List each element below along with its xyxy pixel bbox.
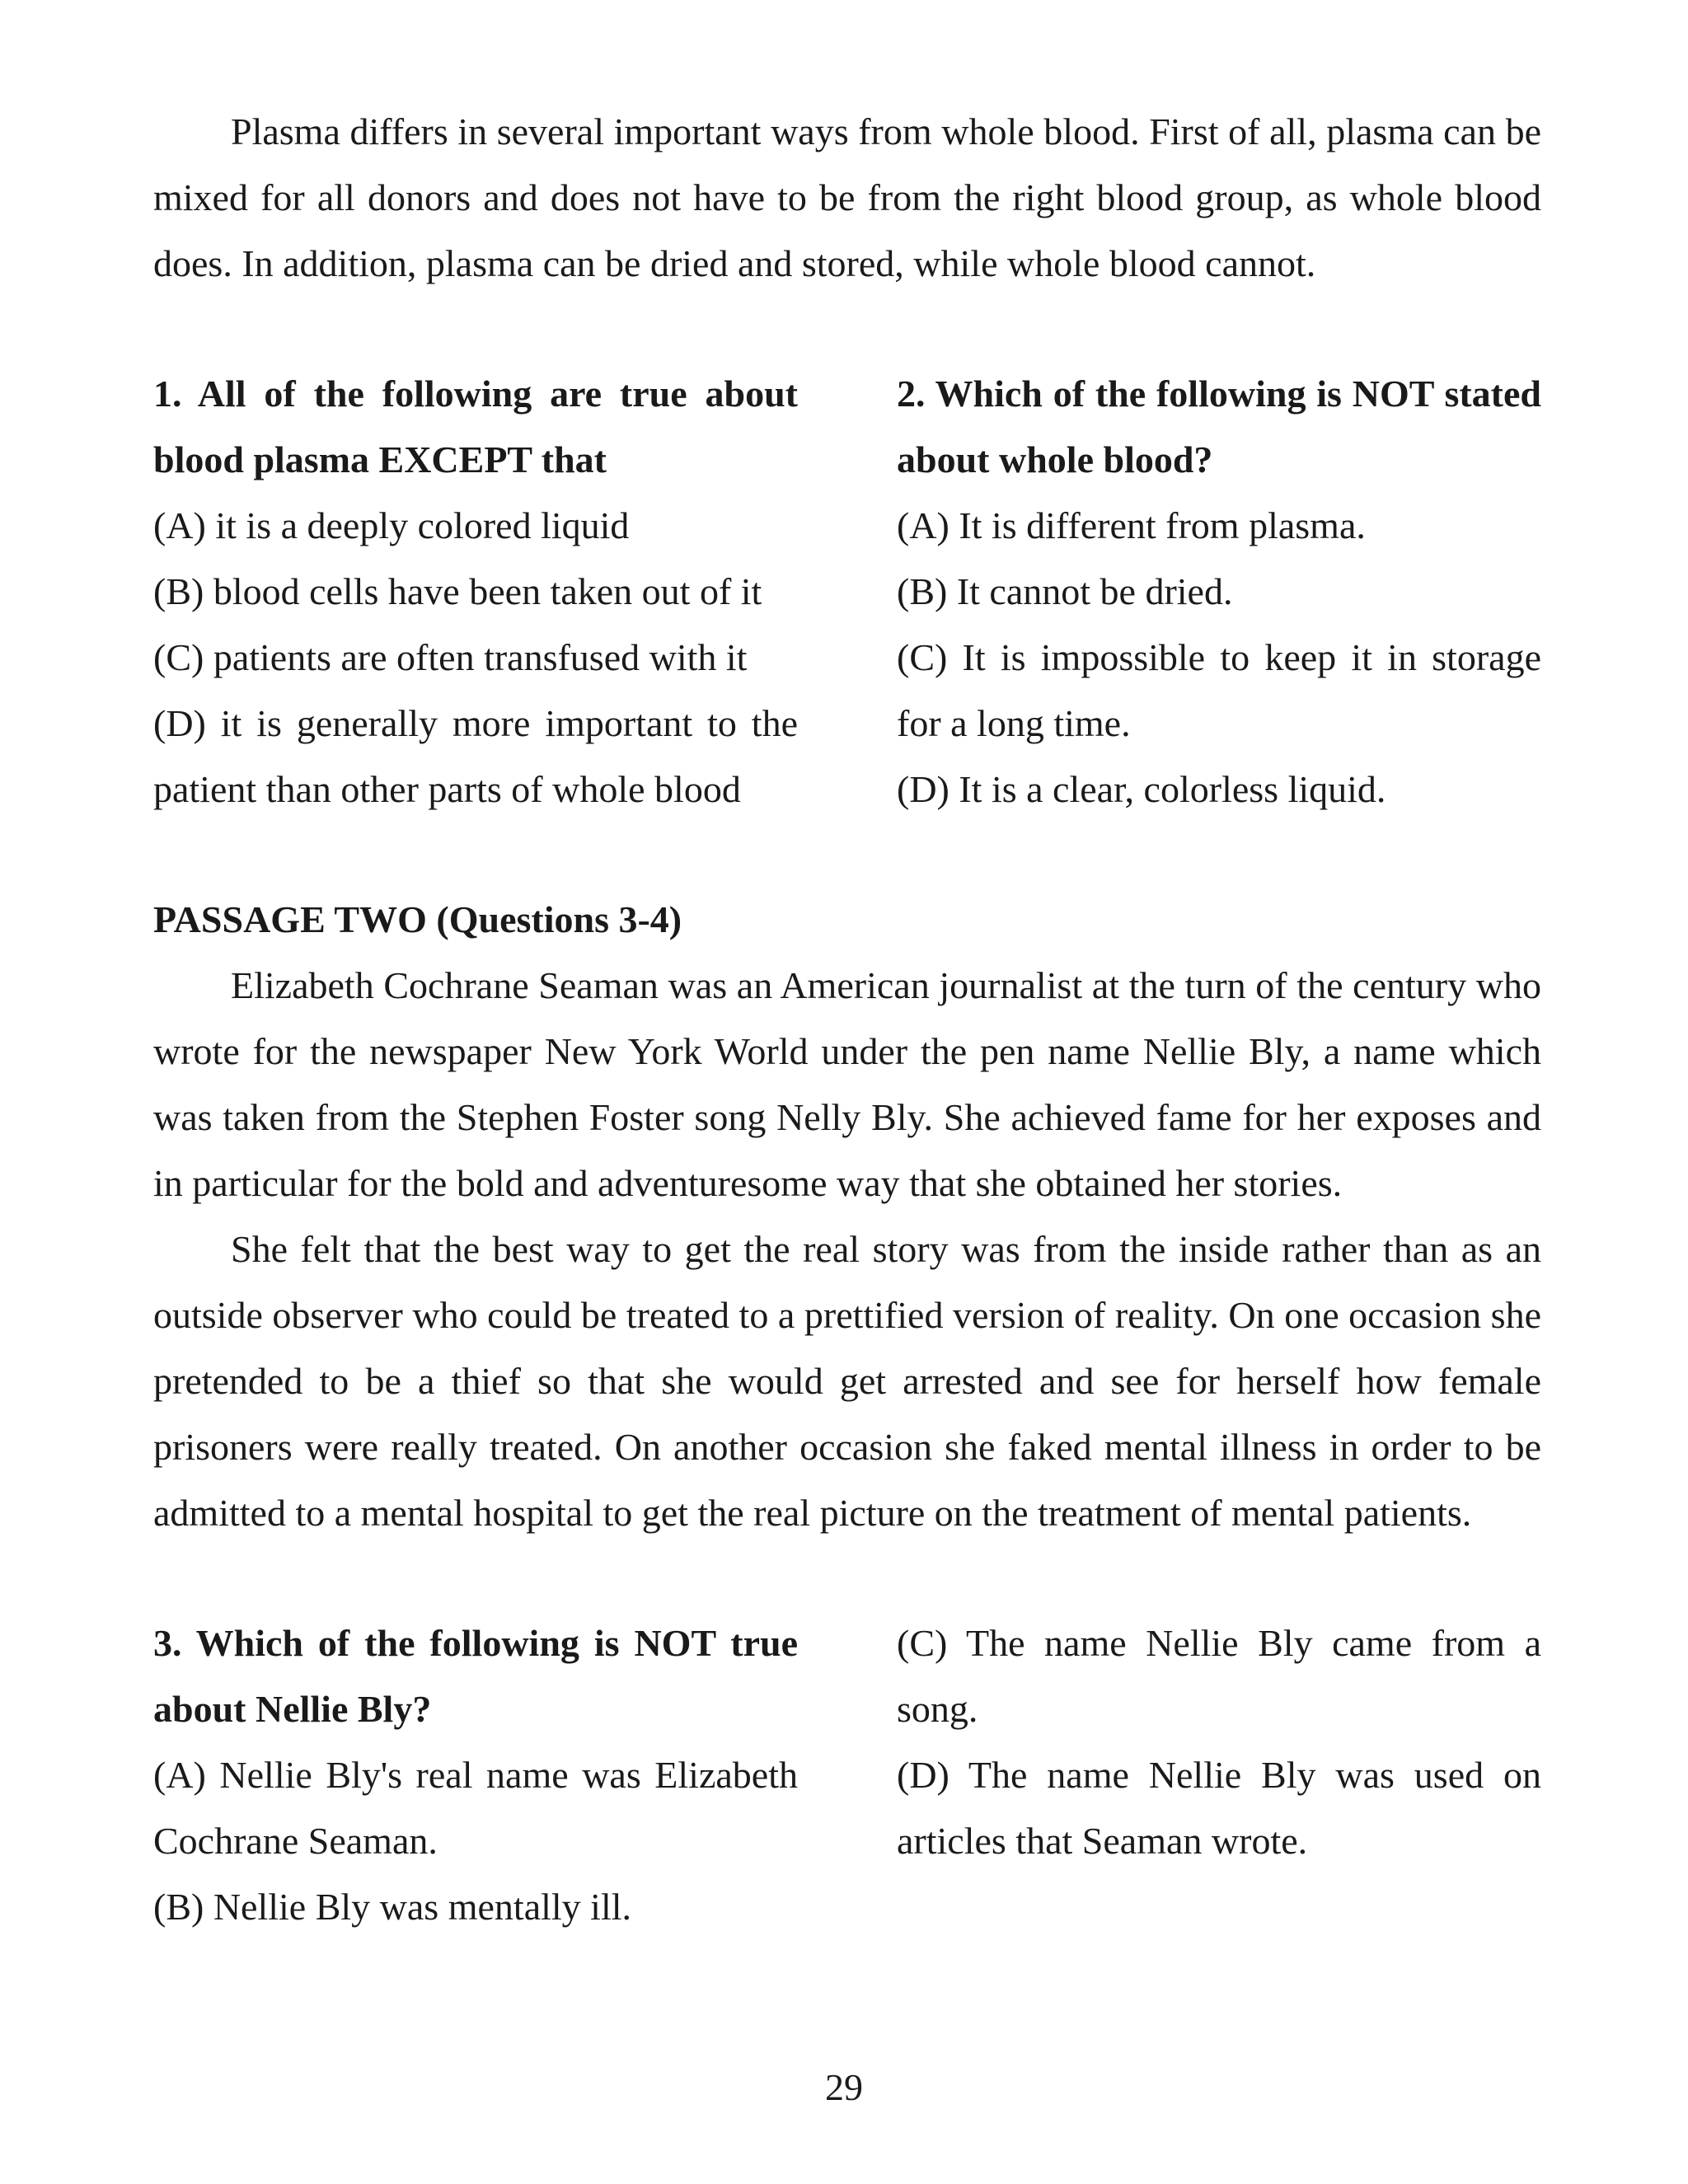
document-page xyxy=(153,99,1541,1940)
question-1-option-c[interactable]: (C) patients are often transfused with it xyxy=(153,636,748,678)
question-2 xyxy=(897,361,1541,823)
questions-1-2 xyxy=(153,361,1541,823)
question-1-option-a[interactable]: (A) it is a deeply colored liquid xyxy=(153,504,630,546)
question-2-option-c[interactable]: (C) It is impossible to keep it in storage for a long time. xyxy=(897,636,1541,744)
question-3-option-d[interactable]: (D) The name Nellie Bly was used on articles that Seaman wrote. xyxy=(897,1754,1541,1862)
question-2-option-a[interactable]: (A) It is different from plasma. xyxy=(897,504,1366,546)
question-3-right-column xyxy=(897,1610,1541,1874)
passage-two-heading: PASSAGE TWO (Questions 3-4) xyxy=(153,898,682,940)
passage-one-closing-paragraph: Plasma differs in several important ways from whole blood. First of all, plasma can be mixed for all donors and does not have to be from the right blood group, as whole blood does. In addition, plasma can be dried and stored, while whole blood cannot. xyxy=(153,110,1541,284)
passage-two-paragraph-2: She felt that the best way to get the real story was from the inside rather than as an outside observer who could be treated to a prettified version of reality. On one occasion she pretended to be a thief so that she would get arrested and see for herself how female prisoners were really treated. On another occasion she faked mental illness in order to be admitted to a mental hospital to get the real picture on the treatment of mental patients. xyxy=(153,1228,1541,1534)
question-3-option-c[interactable]: (C) The name Nellie Bly came from a song. xyxy=(897,1622,1541,1730)
question-3 xyxy=(153,1610,1541,1940)
question-3-stem: 3. Which of the following is NOT true about Nellie Bly? xyxy=(153,1622,798,1730)
question-1-stem: 1. All of the following are true about blood plasma EXCEPT that xyxy=(153,373,798,480)
question-1-option-b[interactable]: (B) blood cells have been taken out of it xyxy=(153,570,762,612)
page-number: 29 xyxy=(825,2066,863,2108)
question-1-option-d[interactable]: (D) it is generally more important to the patient than other parts of whole blood xyxy=(153,702,798,810)
question-3-option-a[interactable]: (A) Nellie Bly's real name was Elizabeth Cochrane Seaman. xyxy=(153,1754,798,1862)
question-2-option-d[interactable]: (D) It is a clear, colorless liquid. xyxy=(897,768,1386,810)
question-2-option-b[interactable]: (B) It cannot be dried. xyxy=(897,570,1233,612)
question-1 xyxy=(153,361,798,823)
question-3-option-b[interactable]: (B) Nellie Bly was mentally ill. xyxy=(153,1886,632,1928)
question-2-stem: 2. Which of the following is NOT stated about whole blood? xyxy=(897,373,1541,480)
passage-two-paragraph-1: Elizabeth Cochrane Seaman was an American journalist at the turn of the century who wrote for the newspaper New York World under the pen name Nellie Bly, a name which was taken from the Stephen Foster song Nelly Bly. She achieved fame for her exposes and in particular for the bold and adventuresome way that she obtained her stories. xyxy=(153,964,1541,1204)
question-3-left-column xyxy=(153,1610,798,1940)
